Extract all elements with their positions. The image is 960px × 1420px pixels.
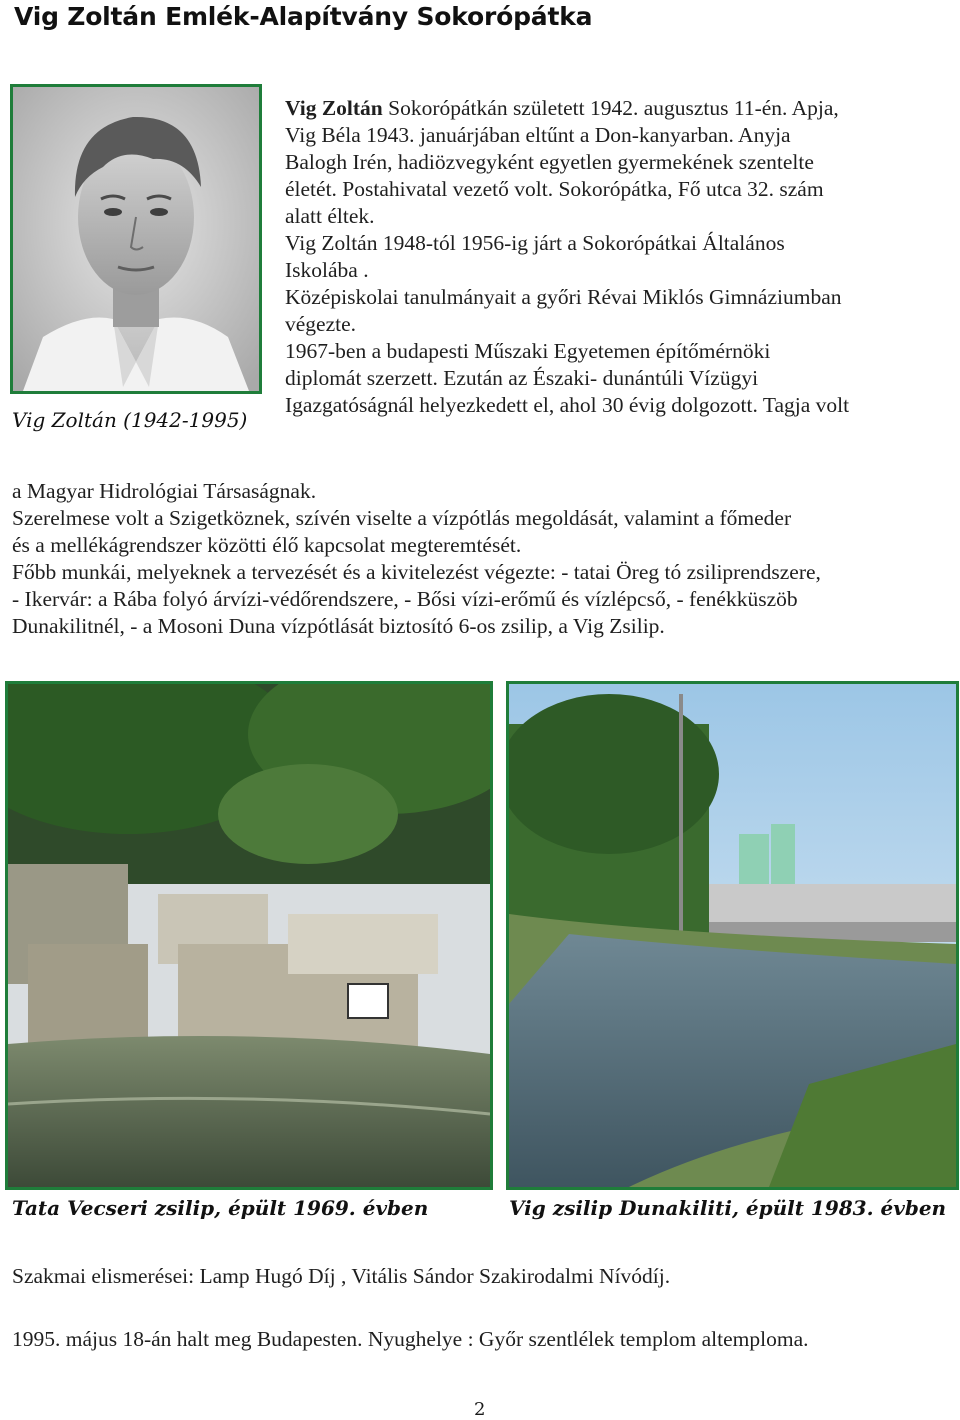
main-line: Szerelmese volt a Szigetköznek, szívén viselte a vízpótlás megoldását, valamint a főmeder	[12, 506, 792, 530]
main-line: Főbb munkái, melyeknek a tervezését és a kivitelezést végezte: - tatai Öreg tó zsiliprendszere,	[12, 560, 821, 584]
main-line: a Magyar Hidrológiai Társaságnak.	[12, 479, 317, 503]
main-line: Dunakilitnél, - a Mosoni Duna vízpótlását biztosító 6-os zsilip, a Vig Zsilip.	[12, 614, 665, 638]
bio-line: Sokorópátkán született 1942. augusztus 11-én. Apja,	[382, 96, 839, 120]
photo2-caption: Vig zsilip Dunakiliti, épült 1983. évben	[509, 1196, 947, 1220]
main-line: - Ikervár: a Rába folyó árvízi-védőrendszere, - Bősi vízi-erőmű és vízlépcső, - fenékküszöb	[12, 587, 798, 611]
photo-tata-sluice	[5, 681, 493, 1190]
biography-main	[12, 478, 952, 640]
portrait-image	[13, 87, 259, 391]
dunakiliti-sluice-image	[509, 684, 956, 1187]
awards-text: Szakmai elismerései: Lamp Hugó Díj , Vitális Sándor Szakirodalmi Nívódíj.	[12, 1264, 671, 1288]
photo-dunakiliti-sluice	[506, 681, 959, 1190]
photo1-caption: Tata Vecseri zsilip, épült 1969. évben	[12, 1196, 429, 1220]
biography-intro	[285, 95, 951, 419]
page-number: 2	[474, 1399, 486, 1420]
bio-line: Vig Béla 1943. januárjában eltűnt a Don-kanyarban. Anyja	[285, 123, 791, 147]
bio-line: diplomát szerzett. Ezután az Északi- dunántúli Vízügyi	[285, 366, 759, 390]
bio-line: 1967-ben a budapesti Műszaki Egyetemen építőmérnöki	[285, 339, 771, 363]
bio-line: Középiskolai tanulmányait a győri Révai Miklós Gimnáziumban	[285, 285, 842, 309]
portrait-photo	[10, 84, 262, 394]
portrait-caption: Vig Zoltán (1942-1995)	[12, 408, 248, 432]
bio-line: Igazgatóságnál helyezkedett el, ahol 30 évig dolgozott. Tagja volt	[285, 393, 850, 417]
bio-line: életét. Postahivatal vezető volt. Sokorópátka, Fő utca 32. szám	[285, 177, 824, 201]
page-title: Vig Zoltán Emlék-Alapítvány Sokorópátka	[14, 2, 593, 31]
bio-line: Vig Zoltán 1948-tól 1956-ig járt a Sokorópátkai Általános	[285, 231, 785, 255]
bio-line: végezte.	[285, 312, 357, 336]
bio-line: Iskolába .	[285, 258, 369, 282]
bio-line: alatt éltek.	[285, 204, 375, 228]
death-text: 1995. május 18-án halt meg Budapesten. Nyughelye : Győr szentlélek templom altemploma.	[12, 1327, 809, 1351]
bio-line: Balogh Irén, hadiözvegyként egyetlen gyermekének szentelte	[285, 150, 814, 174]
main-line: és a mellékágrendszer közötti élő kapcsolat megteremtését.	[12, 533, 522, 557]
name-bold: Vig Zoltán	[285, 96, 383, 120]
tata-sluice-image	[8, 684, 490, 1187]
